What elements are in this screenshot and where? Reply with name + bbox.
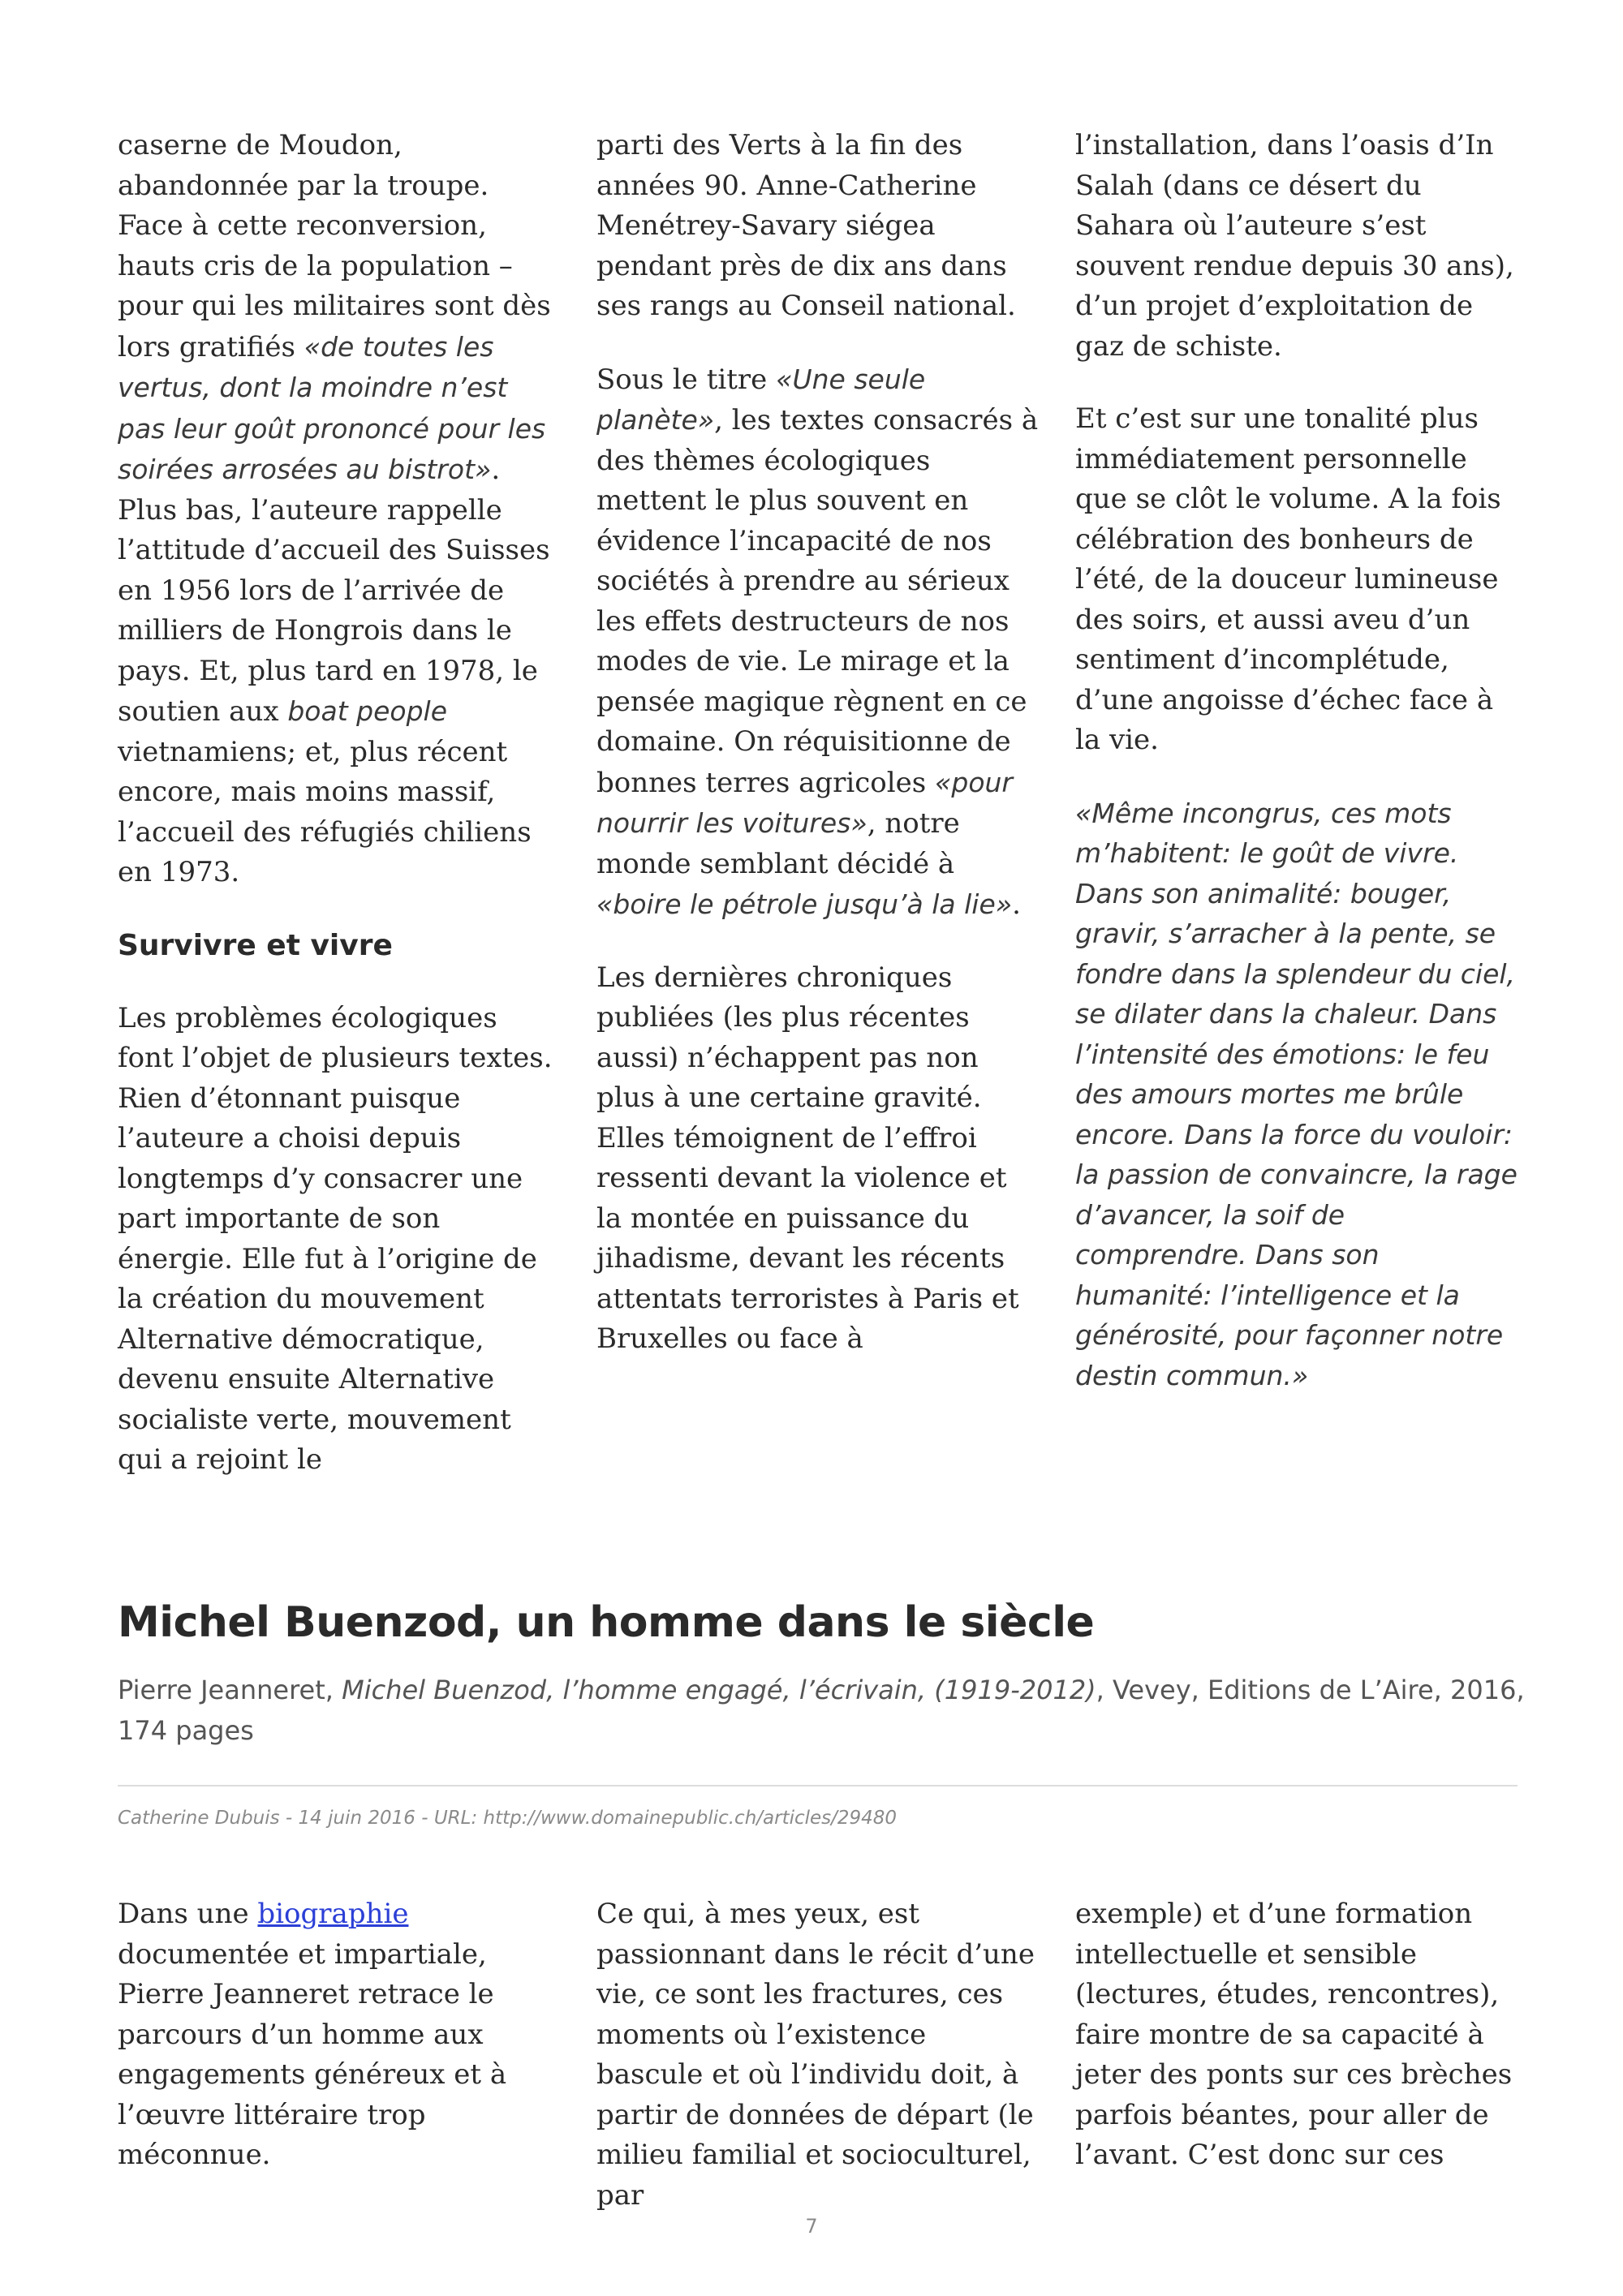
quote-inline: «Une seule planète» <box>596 363 926 436</box>
paragraph: Et c’est sur une tonalité plus immédiatement personnelle que se clôt le volume. A la fois célébration des bonheurs de l’été, de la douceur lumineuse des soirs, et aussi aveu d’un sentiment d’incomplétude, d’une angoisse d’échec face à la vie. <box>1075 402 1501 756</box>
quote-inline: «de toutes les vertus, dont la moindre n’est pas leur goût prononcé pour les soirées arrosées au bistrot» <box>118 330 546 485</box>
article-column-2 <box>596 1894 1039 2248</box>
block-quote: «Même incongrus, ces mots m’habitent: le goût de vivre. Dans son animalité: bouger, gravir, s’arracher à la pente, se fondre dans la splendeur du ciel, se dilater dans la chaleur. Dans l’intensité des émotions: le feu des amours mortes me brûle encore. Dans la force du vouloir: la passion de convaincre, la rage d’avancer, la soif de comprendre. Dans son humanité: l’intelligence et la générosité, pour façonner notre destin commun.» <box>1075 797 1518 1391</box>
divider <box>118 1785 1518 1786</box>
byline: Catherine Dubuis - 14 juin 2016 - URL: http://www.domainepublic.ch/articles/29480 <box>118 1808 898 1829</box>
book-title: Michel Buenzod, l’homme engagé, l’écrivain, (1919-2012) <box>342 1675 1096 1705</box>
book-reference: Pierre Jeanneret, Michel Buenzod, l’homme engagé, l’écrivain, (1919-2012), Vevey, Editions de L’Aire, 2016, 174 pages <box>118 1675 1525 1746</box>
italic-term: boat people <box>287 695 447 727</box>
paragraph: Dans une biographie documentée et impartiale, Pierre Jeanneret retrace le parcours d’un homme aux engagements généreux et à l’œuvre littéraire trop méconnue. <box>118 1898 507 2171</box>
quote-inline: «pour nourrir les voitures» <box>596 766 1013 839</box>
paragraph: Les problèmes écologiques font l’objet de plusieurs textes. Rien d’étonnant puisque l’auteure a choisi depuis longtemps d’y consacrer une part importante de son énergie. Elle fut à l’origine de la création du mouvement Alternative démocratique, devenu ensuite Alternative socialiste verte, mouvement qui a rejoint le <box>118 1001 553 1476</box>
paragraph: caserne de Moudon, abandonnée par la troupe. Face à cette reconversion, hauts cris de la population – pour qui les militaires sont dès lors gratifiés «de toutes les vertus, dont la moindre n’est pas leur goût prononcé pour les soirées arrosées au bistrot». Plus bas, l’auteure rappelle l’attitude d’accueil des Suisses en 1956 lors de l’arrivée de milliers de Hongrois dans le pays. Et, plus tard en 1978, le soutien aux boat people vietnamiens; et, plus récent encore, mais moins massif, l’accueil des réfugiés chiliens en 1973. <box>118 129 551 888</box>
column-3 <box>1075 126 1518 1428</box>
article-column-1 <box>118 1894 560 2208</box>
article-column-3 <box>1075 1894 1518 2208</box>
paragraph: Ce qui, à mes yeux, est passionnant dans le récit d’une vie, ce sont les fractures, ces moments où l’existence bascule et où l’individu doit, à partir de données de départ (le milieu familial et socioculturel, par <box>596 1898 1035 2212</box>
paragraph: Sous le titre «Une seule planète», les textes consacrés à des thèmes écologiques mettent le plus souvent en évidence l’incapacité de nos sociétés à prendre au sérieux les effets destructeurs de nos modes de vie. Le mirage et la pensée magique règnent en ce domaine. On réquisitionne de bonnes terres agricoles «pour nourrir les voitures», notre monde semblant décidé à «boire le pétrole jusqu’à la lie». <box>596 363 1039 921</box>
paragraph: Les dernières chroniques publiées (les plus récentes aussi) n’échappent pas non plus à une certaine gravité. Elles témoignent de l’effroi ressenti devant la violence et la montée en puissance du jihadisme, devant les récents attentats terroristes à Paris et Bruxelles ou face à <box>596 961 1019 1355</box>
column-1 <box>118 126 560 1513</box>
quote-inline: «boire le pétrole jusqu’à la lie» <box>596 888 1013 920</box>
paragraph: l’installation, dans l’oasis d’In Salah (dans ce désert du Sahara où l’auteure s’est souvent rendue depuis 30 ans), d’un projet d’exploitation de gaz de schiste. <box>1075 129 1514 363</box>
paragraph: parti des Verts à la fin des années 90. Anne-Catherine Menétrey-Savary siégea pendant près de dix ans dans ses rangs au Conseil national. <box>596 129 1016 322</box>
biographie-link[interactable]: biographie <box>257 1898 409 1930</box>
column-2 <box>596 126 1039 1392</box>
paragraph: exemple) et d’une formation intellectuelle et sensible (lectures, études, rencontres), faire montre de sa capacité à jeter des ponts sur ces brèches parfois béantes, pour aller de l’avant. C’est donc sur ces <box>1075 1898 1513 2171</box>
page-number: 7 <box>805 2215 818 2238</box>
section-heading: Survivre et vivre <box>118 928 393 962</box>
article-title: Michel Buenzod, un homme dans le siècle <box>118 1598 1095 1647</box>
